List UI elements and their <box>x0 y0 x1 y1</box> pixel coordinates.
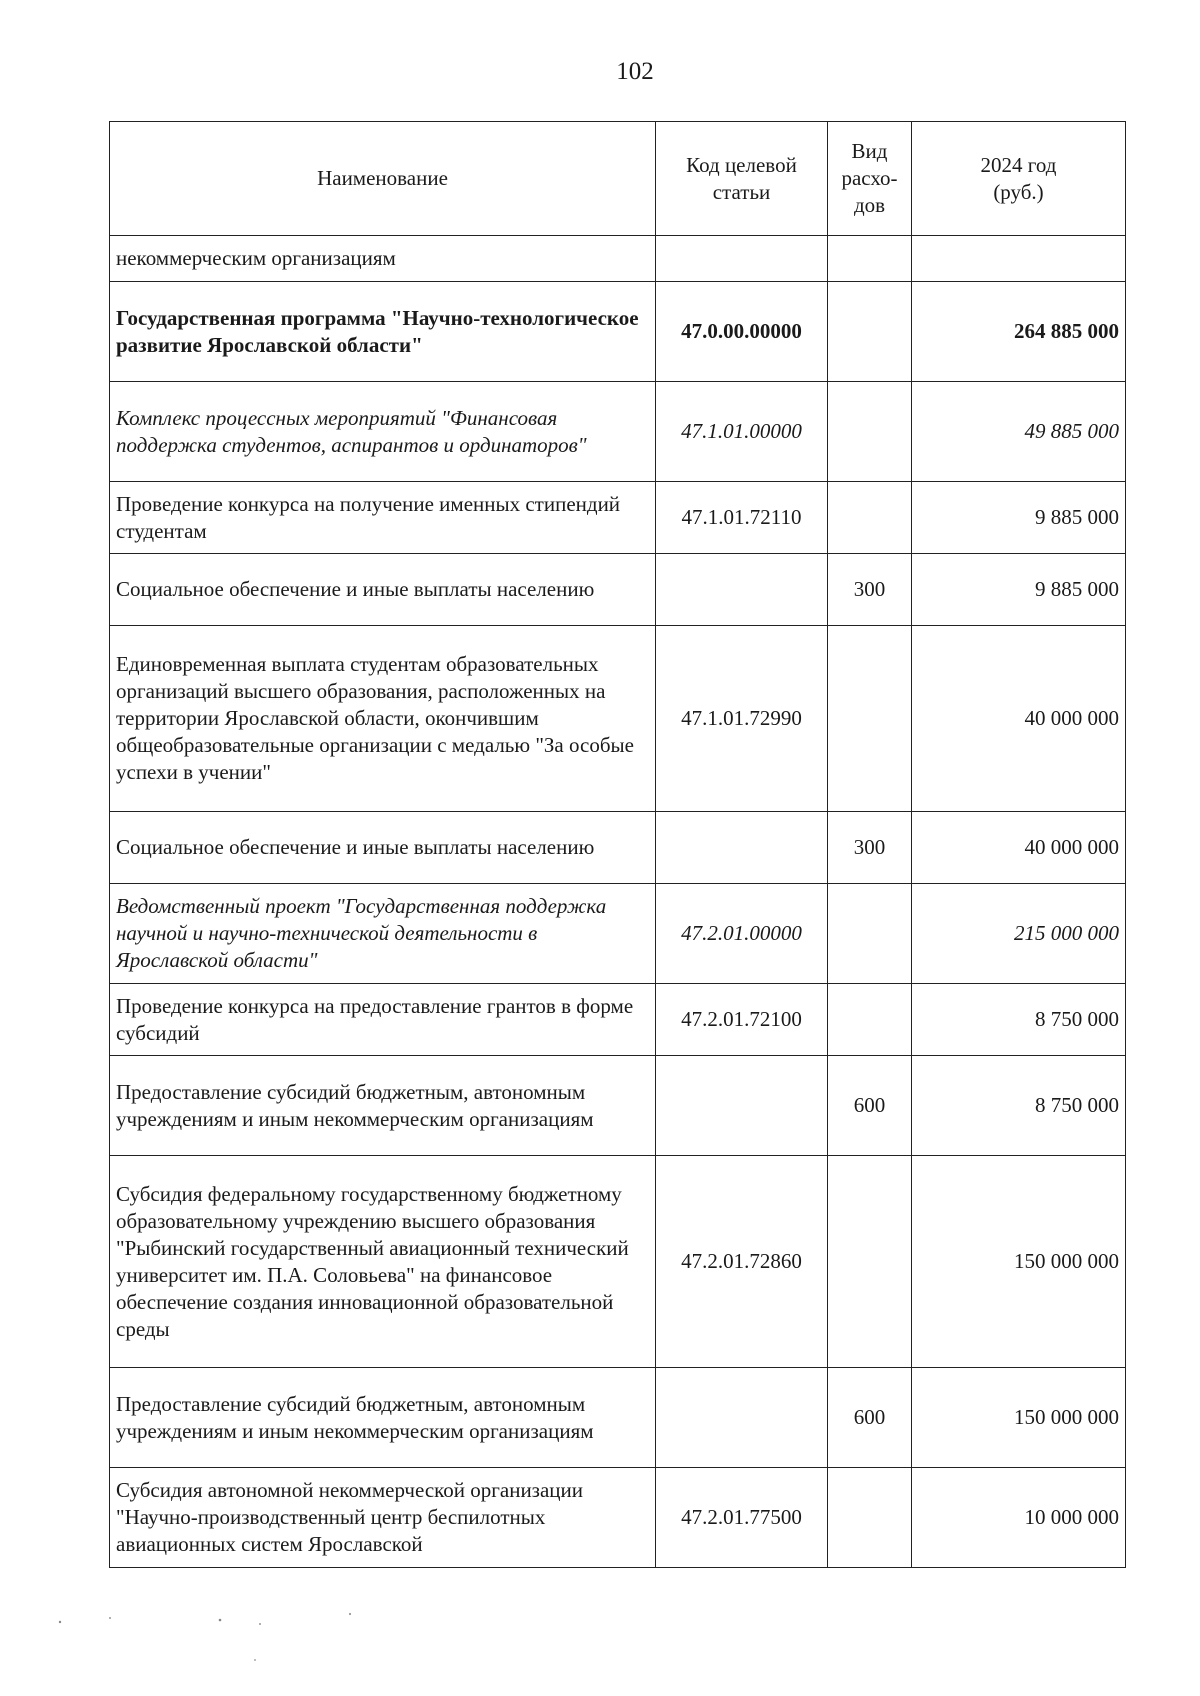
cell-name: Социальное обеспечение и иные выплаты населению <box>110 812 656 884</box>
table-body <box>110 236 1126 1568</box>
header-name: Наименование <box>110 122 656 236</box>
cell-name: Комплекс процессных мероприятий "Финансовая поддержка студентов, аспирантов и ординаторов" <box>110 382 656 482</box>
cell-code: 47.2.01.72860 <box>656 1156 828 1368</box>
cell-name: некоммерческим организациям <box>110 236 656 282</box>
cell-amount: 8 750 000 <box>912 1056 1126 1156</box>
cell-type <box>828 382 912 482</box>
cell-name: Единовременная выплата студентам образовательных организаций высшего образования, расположенных на территории Ярославской области, окончившим общеобразовательные организации с медалью "За особые успехи в учении" <box>110 626 656 812</box>
cell-name: Ведомственный проект "Государственная поддержка научной и научно-технической деятельности в Ярославской области" <box>110 884 656 984</box>
table-row <box>110 626 1126 812</box>
cell-name: Проведение конкурса на получение именных стипендий студентам <box>110 482 656 554</box>
cell-type: 300 <box>828 554 912 626</box>
cell-type: 600 <box>828 1056 912 1156</box>
scan-specks <box>50 1600 450 1680</box>
cell-code <box>656 1056 828 1156</box>
cell-name: Субсидия федеральному государственному бюджетному образовательному учреждению высшего образования "Рыбинский государственный авиационный технический университет им. П.А. Соловьева" на финансовое обеспечение создания инновационной образовательной среды <box>110 1156 656 1368</box>
cell-type <box>828 984 912 1056</box>
header-type: Вид расхо-дов <box>828 122 912 236</box>
table-row <box>110 236 1126 282</box>
cell-type <box>828 236 912 282</box>
cell-type: 300 <box>828 812 912 884</box>
table-row <box>110 482 1126 554</box>
cell-amount <box>912 236 1126 282</box>
header-amount: 2024 год (руб.) <box>912 122 1126 236</box>
cell-amount: 215 000 000 <box>912 884 1126 984</box>
page-number: 102 <box>616 58 654 85</box>
cell-amount: 9 885 000 <box>912 482 1126 554</box>
table-row <box>110 1156 1126 1368</box>
table-row <box>110 554 1126 626</box>
cell-code: 47.1.01.72990 <box>656 626 828 812</box>
header-code: Код целевой статьи <box>656 122 828 236</box>
table-row <box>110 1468 1126 1568</box>
cell-code <box>656 236 828 282</box>
cell-amount: 150 000 000 <box>912 1156 1126 1368</box>
cell-amount: 10 000 000 <box>912 1468 1126 1568</box>
cell-name: Предоставление субсидий бюджетным, автономным учреждениям и иным некоммерческим организациям <box>110 1368 656 1468</box>
cell-code: 47.2.01.77500 <box>656 1468 828 1568</box>
cell-type <box>828 884 912 984</box>
cell-type <box>828 1468 912 1568</box>
cell-amount: 264 885 000 <box>912 282 1126 382</box>
table-row <box>110 382 1126 482</box>
cell-code <box>656 812 828 884</box>
cell-type <box>828 482 912 554</box>
cell-amount: 8 750 000 <box>912 984 1126 1056</box>
table-row <box>110 984 1126 1056</box>
table-header <box>110 122 1126 236</box>
cell-amount: 40 000 000 <box>912 626 1126 812</box>
cell-amount: 150 000 000 <box>912 1368 1126 1468</box>
cell-code <box>656 1368 828 1468</box>
cell-amount: 49 885 000 <box>912 382 1126 482</box>
cell-code: 47.0.00.00000 <box>656 282 828 382</box>
cell-name: Предоставление субсидий бюджетным, автономным учреждениям и иным некоммерческим организациям <box>110 1056 656 1156</box>
cell-type <box>828 626 912 812</box>
table-row <box>110 1056 1126 1156</box>
cell-code: 47.2.01.72100 <box>656 984 828 1056</box>
cell-type <box>828 282 912 382</box>
table-row <box>110 1368 1126 1468</box>
table-row <box>110 812 1126 884</box>
cell-amount: 9 885 000 <box>912 554 1126 626</box>
table-row <box>110 282 1126 382</box>
cell-type <box>828 1156 912 1368</box>
cell-name: Государственная программа "Научно-технологическое развитие Ярославской области" <box>110 282 656 382</box>
cell-code: 47.1.01.00000 <box>656 382 828 482</box>
cell-name: Субсидия автономной некоммерческой организации "Научно-производственный центр беспилотных авиационных систем Ярославской <box>110 1468 656 1568</box>
cell-name: Проведение конкурса на предоставление грантов в форме субсидий <box>110 984 656 1056</box>
cell-type: 600 <box>828 1368 912 1468</box>
cell-code: 47.1.01.72110 <box>656 482 828 554</box>
budget-table <box>109 121 1126 1568</box>
cell-code <box>656 554 828 626</box>
table-row <box>110 884 1126 984</box>
cell-amount: 40 000 000 <box>912 812 1126 884</box>
cell-name: Социальное обеспечение и иные выплаты населению <box>110 554 656 626</box>
cell-code: 47.2.01.00000 <box>656 884 828 984</box>
